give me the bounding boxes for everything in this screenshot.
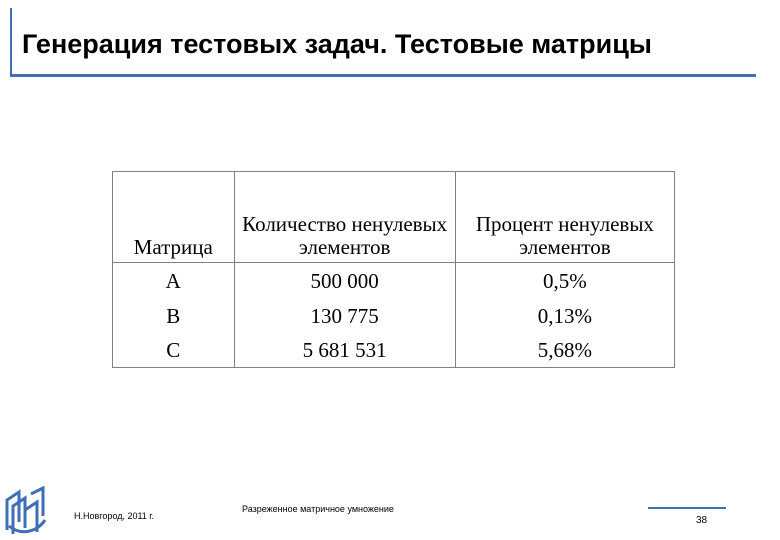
footer-divider bbox=[648, 507, 726, 509]
cell-matrix: A bbox=[113, 263, 235, 300]
cell-percent: 0,5% bbox=[455, 263, 674, 300]
slide-title: Генерация тестовых задач. Тестовые матрицы bbox=[22, 29, 652, 59]
cell-matrix: C bbox=[113, 333, 235, 368]
table-row bbox=[113, 333, 675, 368]
matrix-table bbox=[112, 171, 675, 368]
cell-percent: 5,68% bbox=[455, 333, 674, 368]
header-nonzero-percent: Процент ненулевых элементов bbox=[455, 172, 674, 263]
cell-count: 500 000 bbox=[234, 263, 455, 300]
table-row bbox=[113, 299, 675, 333]
page-number: 38 bbox=[696, 515, 708, 526]
footer-course-title: Разреженное матричное умножение bbox=[242, 504, 394, 514]
table-header-row bbox=[113, 172, 675, 263]
university-logo-icon bbox=[3, 486, 49, 536]
cell-matrix: B bbox=[113, 299, 235, 333]
table-row bbox=[113, 263, 675, 300]
cell-count: 5 681 531 bbox=[234, 333, 455, 368]
cell-count: 130 775 bbox=[234, 299, 455, 333]
footer-location: Н.Новгород, 2011 г. bbox=[74, 511, 154, 521]
header-matrix: Матрица bbox=[113, 172, 235, 263]
cell-percent: 0,13% bbox=[455, 299, 674, 333]
header-nonzero-count: Количество ненулевых элементов bbox=[234, 172, 455, 263]
